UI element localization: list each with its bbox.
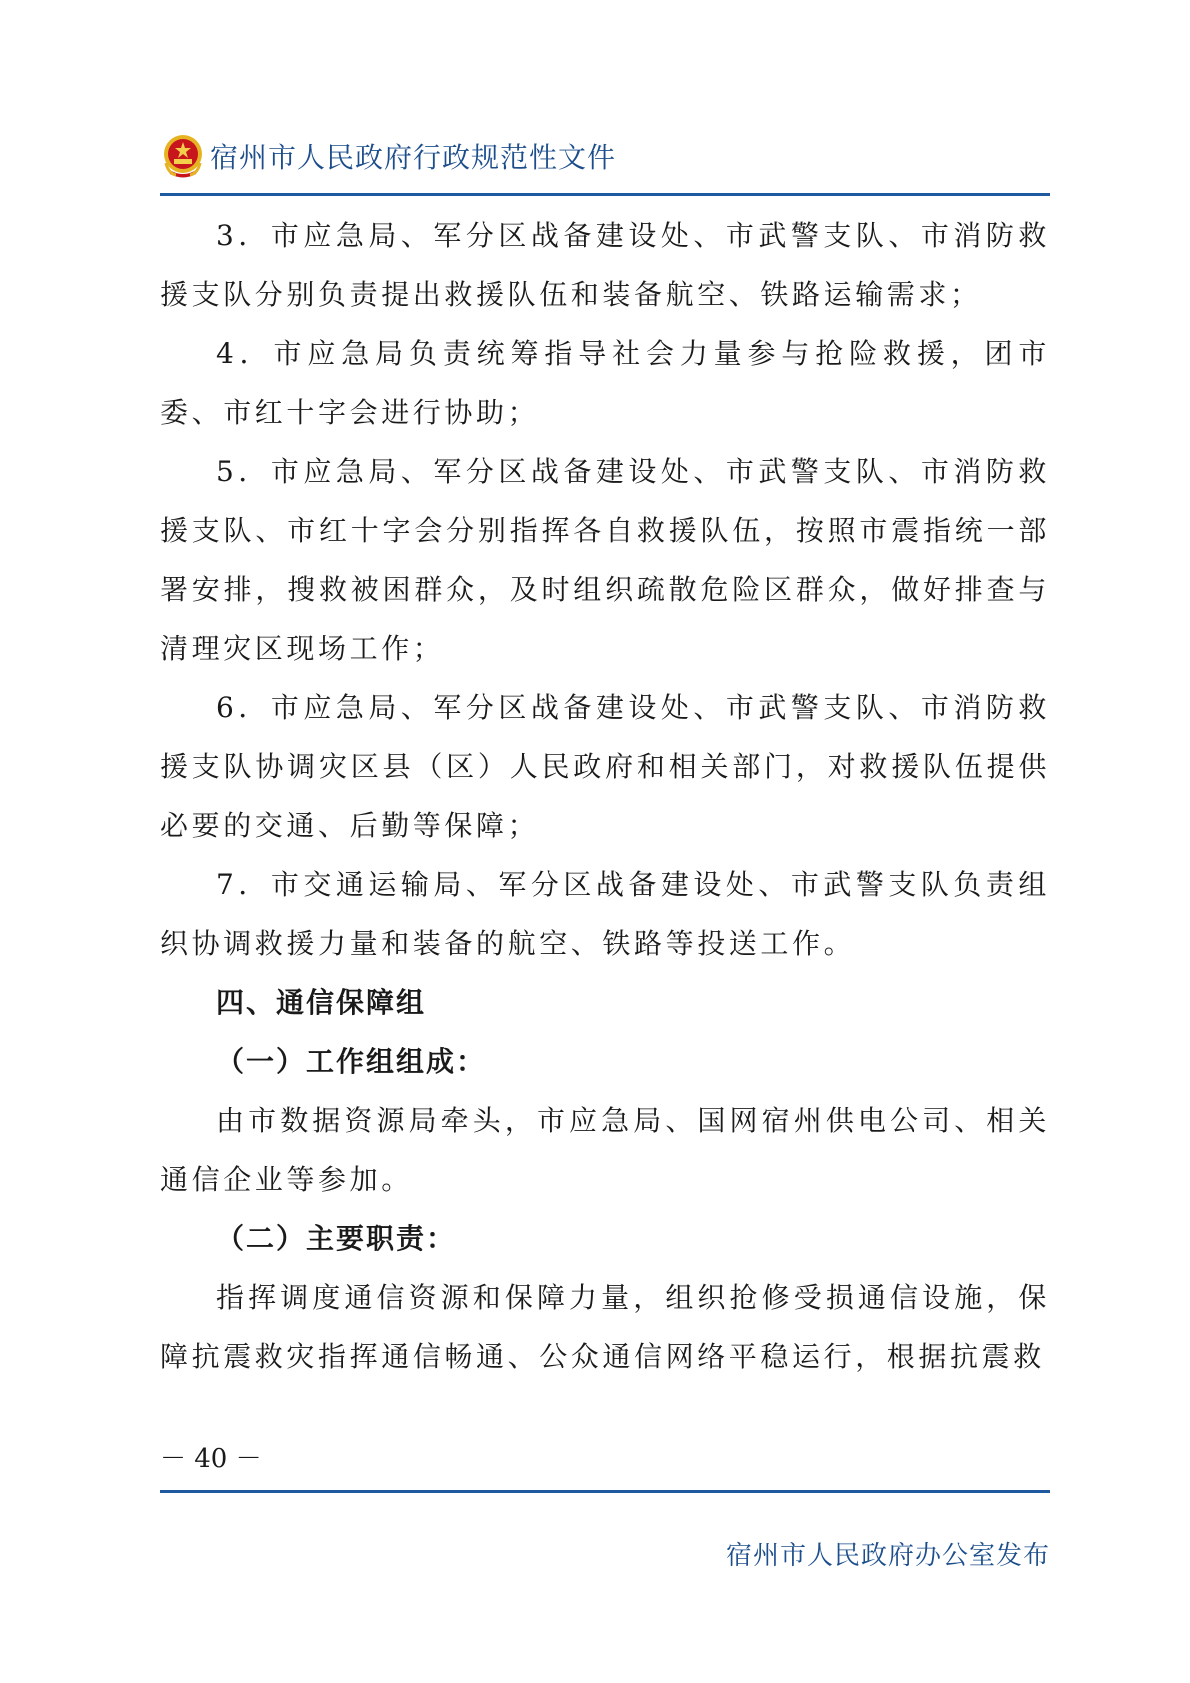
paragraph-item-4: 4．市应急局负责统筹指导社会力量参与抢险救援，团市委、市红十字会进行协助； [160,337,1050,429]
paragraph-item-5: 5．市应急局、军分区战备建设处、市武警支队、市消防救援支队、市红十字会分别指挥各自救援队伍，按照市震指统一部署安排，搜救被困群众，及时组织疏散危险区群众，做好排查与清理灾区现场工作； [160,455,1050,665]
section-heading-communications: 四、通信保障组 [216,986,427,1019]
paragraph-duties: 指挥调度通信资源和保障力量，组织抢修受损通信设施，保障抗震救灾指挥通信畅通、公众通信网络平稳运行，根据抗震救 [160,1281,1050,1373]
paragraph-item-7: 7．市交通运输局、军分区战备建设处、市武警支队负责组织协调救援力量和装备的航空、铁路等投送工作。 [160,868,1050,960]
paragraph-item-6: 6．市应急局、军分区战备建设处、市武警支队、市消防救援支队协调灾区县（区）人民政府和相关部门，对救援队伍提供必要的交通、后勤等保障； [160,691,1050,842]
subheading-composition: （一）工作组组成： [216,1045,487,1078]
footer-divider [160,1490,1050,1493]
header-divider [160,193,1050,196]
document-header [162,130,616,182]
subheading-duties: （二）主要职责： [216,1222,457,1255]
document-body [160,206,1050,1386]
paragraph-composition: 由市数据资源局牵头，市应急局、国网宿州供电公司、相关通信企业等参加。 [160,1104,1050,1196]
header-title: 宿州市人民政府行政规范性文件 [210,141,617,174]
footer-publisher: 宿州市人民政府办公室发布 [725,1541,1050,1571]
national-emblem-icon [162,133,204,179]
page-number: － 40 － [160,1444,262,1474]
paragraph-item-3: 3．市应急局、军分区战备建设处、市武警支队、市消防救援支队分别负责提出救援队伍和装备航空、铁路运输需求； [160,219,1050,311]
